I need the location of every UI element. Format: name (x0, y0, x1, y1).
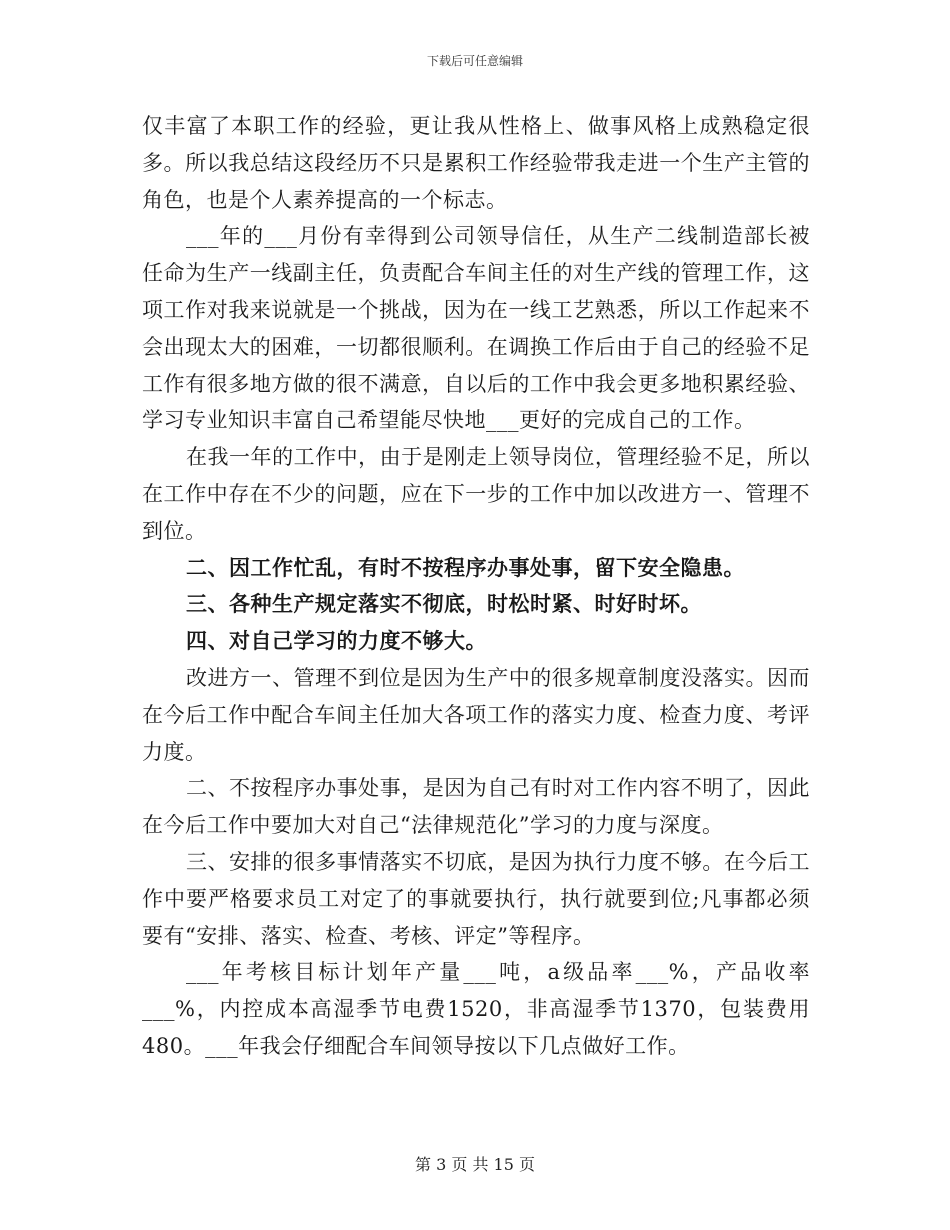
paragraph: ___年考核目标计划年产量___吨，a级品率___%，产品收率___%，内控成本高湿季节电费1520，非高湿季节1370，包装费用480。___年我会仔细配合车间领导按以下几点做好工作。 (142, 960, 810, 1058)
paragraph: 仅丰富了本职工作的经验，更让我从性格上、做事风格上成熟稳定很多。所以我总结这段经历不只是累积工作经验带我走进一个生产主管的角色，也是个人素养提高的一个标志。 (142, 114, 810, 212)
bold-heading: 二、因工作忙乱，有时不按程序办事处事，留下安全隐患。 (186, 554, 745, 580)
paragraph: 二、不按程序办事处事，是因为自己有时对工作内容不明了，因此在今后工作中要加大对自己“法律规范化”学习的力度与深度。 (142, 776, 810, 838)
page-footer: 第 3 页 共 15 页 (415, 1155, 535, 1174)
paragraph: 改进方一、管理不到位是因为生产中的很多规章制度没落实。因而在今后工作中配合车间主任加大各项工作的落实力度、检查力度、考评力度。 (142, 665, 810, 764)
paragraph: 三、安排的很多事情落实不切底，是因为执行力度不够。在今后工作中要严格要求员工对定了的事就要执行，执行就要到位;凡事都必须要有“安排、落实、检查、考核、评定”等程序。 (142, 849, 810, 948)
document-body (142, 108, 810, 1065)
page-header: 下载后可任意编辑 (426, 54, 523, 68)
bold-heading: 四、对自己学习的力度不够大。 (186, 628, 487, 654)
paragraph: ___年的___月份有幸得到公司领导信任，从生产二线制造部长被任命为生产一线副主任，负责配合车间主任的对生产线的管理工作，这项工作对我来说就是一个挑战，因为在一线工艺熟悉，所以工作起来不会出现太大的困难，一切都很顺利。在调换工作后由于自己的经验不足工作有很多地方做的很不满意，自以后的工作中我会更多地积累经验、学习专业知识丰富自己希望能尽快地___更好的完成自己的工作。 (142, 224, 810, 433)
paragraph: 在我一年的工作中，由于是刚走上领导岗位，管理经验不足，所以在工作中存在不少的问题，应在下一步的工作中加以改进方一、管理不到位。 (142, 445, 810, 543)
bold-heading: 三、各种生产规定落实不彻底，时松时紧、时好时坏。 (186, 591, 702, 617)
